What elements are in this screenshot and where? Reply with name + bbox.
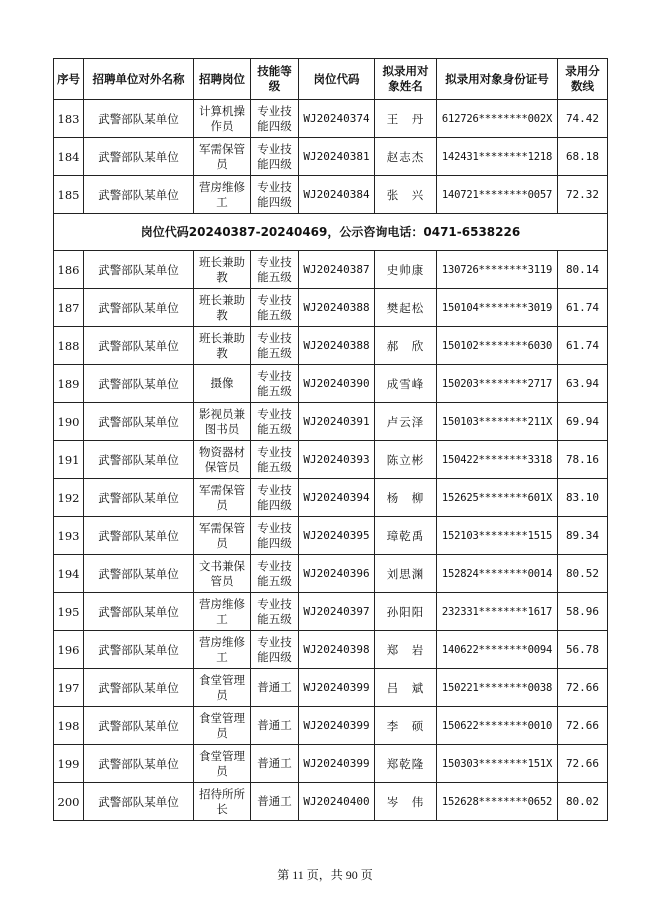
cell-id: 142431********1218 [437,138,558,176]
table-body-bottom [54,251,608,821]
cell-code: WJ20240381 [299,138,375,176]
cell-post: 食堂管理员 [194,707,251,745]
cell-seq: 191 [54,441,84,479]
cell-code: WJ20240398 [299,631,375,669]
cell-seq: 199 [54,745,84,783]
table-row [54,707,608,745]
cell-name: 李 硕 [375,707,437,745]
cell-id: 152628********0652 [437,783,558,821]
cell-level: 普通工 [251,745,299,783]
cell-post: 物资器材保管员 [194,441,251,479]
table-row [54,593,608,631]
cell-seq: 186 [54,251,84,289]
cell-unit: 武警部队某单位 [84,745,194,783]
cell-unit: 武警部队某单位 [84,138,194,176]
cell-code: WJ20240396 [299,555,375,593]
table-row [54,327,608,365]
cell-unit: 武警部队某单位 [84,365,194,403]
cell-score: 58.96 [558,593,608,631]
cell-score: 80.52 [558,555,608,593]
cell-id: 152625********601X [437,479,558,517]
cell-code: WJ20240399 [299,669,375,707]
cell-unit: 武警部队某单位 [84,327,194,365]
cell-score: 63.94 [558,365,608,403]
cell-code: WJ20240399 [299,745,375,783]
cell-score: 72.66 [558,745,608,783]
cell-score: 72.66 [558,669,608,707]
table-row [54,441,608,479]
header-unit: 招聘单位对外名称 [84,59,194,100]
cell-name: 璋乾禹 [375,517,437,555]
cell-level: 普通工 [251,707,299,745]
cell-seq: 183 [54,100,84,138]
table-row [54,555,608,593]
cell-unit: 武警部队某单位 [84,707,194,745]
cell-unit: 武警部队某单位 [84,100,194,138]
table-row [54,669,608,707]
cell-score: 83.10 [558,479,608,517]
cell-seq: 190 [54,403,84,441]
header-id: 拟录用对象身份证号 [437,59,558,100]
cell-score: 89.34 [558,517,608,555]
cell-level: 专业技能五级 [251,403,299,441]
table-row [54,251,608,289]
cell-id: 140721********0057 [437,176,558,214]
cell-id: 150203********2717 [437,365,558,403]
cell-unit: 武警部队某单位 [84,251,194,289]
cell-id: 150102********6030 [437,327,558,365]
cell-seq: 189 [54,365,84,403]
cell-unit: 武警部队某单位 [84,555,194,593]
recruitment-table [53,58,608,821]
cell-seq: 195 [54,593,84,631]
cell-level: 专业技能五级 [251,365,299,403]
cell-level: 专业技能四级 [251,138,299,176]
cell-post: 食堂管理员 [194,669,251,707]
cell-unit: 武警部队某单位 [84,176,194,214]
cell-name: 樊起松 [375,289,437,327]
cell-unit: 武警部队某单位 [84,479,194,517]
cell-level: 专业技能四级 [251,479,299,517]
cell-level: 专业技能四级 [251,176,299,214]
cell-post: 营房维修工 [194,593,251,631]
cell-score: 72.32 [558,176,608,214]
table-row [54,289,608,327]
cell-code: WJ20240374 [299,100,375,138]
cell-id: 140622********0094 [437,631,558,669]
cell-name: 张 兴 [375,176,437,214]
header-code: 岗位代码 [299,59,375,100]
cell-post: 班长兼助教 [194,327,251,365]
section-note: 岗位代码20240387-20240469，公示咨询电话：0471-6538226 [54,214,608,251]
cell-level: 专业技能四级 [251,517,299,555]
cell-code: WJ20240394 [299,479,375,517]
cell-seq: 192 [54,479,84,517]
cell-level: 专业技能四级 [251,100,299,138]
header-score: 录用分数线 [558,59,608,100]
table-row [54,176,608,214]
cell-seq: 198 [54,707,84,745]
cell-id: 152824********0014 [437,555,558,593]
cell-code: WJ20240399 [299,707,375,745]
cell-post: 招待所所长 [194,783,251,821]
table-row [54,100,608,138]
cell-post: 班长兼助教 [194,251,251,289]
cell-post: 营房维修工 [194,631,251,669]
cell-post: 文书兼保管员 [194,555,251,593]
page-footer: 第 11 页，共 90 页 [277,868,373,882]
cell-level: 专业技能五级 [251,593,299,631]
cell-level: 普通工 [251,669,299,707]
table-row [54,745,608,783]
table-header-row [54,59,608,100]
cell-code: WJ20240397 [299,593,375,631]
table-row [54,631,608,669]
cell-level: 普通工 [251,783,299,821]
cell-id: 152103********1515 [437,517,558,555]
cell-id: 150622********0010 [437,707,558,745]
cell-score: 80.14 [558,251,608,289]
cell-unit: 武警部队某单位 [84,441,194,479]
cell-code: WJ20240391 [299,403,375,441]
header-name: 拟录用对象姓名 [375,59,437,100]
cell-level: 专业技能五级 [251,555,299,593]
cell-id: 150422********3318 [437,441,558,479]
cell-level: 专业技能五级 [251,441,299,479]
cell-code: WJ20240395 [299,517,375,555]
cell-score: 80.02 [558,783,608,821]
cell-seq: 194 [54,555,84,593]
table-row [54,138,608,176]
cell-seq: 193 [54,517,84,555]
cell-post: 营房维修工 [194,176,251,214]
cell-id: 130726********3119 [437,251,558,289]
cell-level: 专业技能五级 [251,289,299,327]
cell-code: WJ20240388 [299,289,375,327]
table-row [54,783,608,821]
cell-name: 吕 斌 [375,669,437,707]
cell-level: 专业技能五级 [251,327,299,365]
cell-seq: 200 [54,783,84,821]
cell-seq: 184 [54,138,84,176]
cell-unit: 武警部队某单位 [84,669,194,707]
header-post: 招聘岗位 [194,59,251,100]
cell-code: WJ20240388 [299,327,375,365]
cell-id: 150103********211X [437,403,558,441]
cell-post: 军需保管员 [194,138,251,176]
cell-post: 军需保管员 [194,517,251,555]
cell-seq: 196 [54,631,84,669]
cell-unit: 武警部队某单位 [84,403,194,441]
table-row [54,479,608,517]
cell-seq: 185 [54,176,84,214]
cell-id: 612726********002X [437,100,558,138]
cell-name: 刘思渊 [375,555,437,593]
cell-score: 72.66 [558,707,608,745]
cell-score: 61.74 [558,289,608,327]
cell-post: 班长兼助教 [194,289,251,327]
cell-post: 影视员兼图书员 [194,403,251,441]
cell-level: 专业技能五级 [251,251,299,289]
cell-score: 69.94 [558,403,608,441]
cell-score: 78.16 [558,441,608,479]
cell-id: 150303********151X [437,745,558,783]
cell-name: 王 丹 [375,100,437,138]
cell-score: 68.18 [558,138,608,176]
cell-post: 食堂管理员 [194,745,251,783]
cell-post: 计算机操作员 [194,100,251,138]
cell-code: WJ20240390 [299,365,375,403]
cell-code: WJ20240387 [299,251,375,289]
cell-unit: 武警部队某单位 [84,783,194,821]
cell-seq: 187 [54,289,84,327]
cell-score: 74.42 [558,100,608,138]
cell-code: WJ20240393 [299,441,375,479]
cell-name: 卢云泽 [375,403,437,441]
cell-name: 孙阳阳 [375,593,437,631]
cell-name: 郑 岩 [375,631,437,669]
cell-post: 摄像 [194,365,251,403]
cell-name: 郝 欣 [375,327,437,365]
cell-id: 150221********0038 [437,669,558,707]
cell-score: 56.78 [558,631,608,669]
cell-name: 陈立彬 [375,441,437,479]
cell-seq: 197 [54,669,84,707]
cell-name: 成雪峰 [375,365,437,403]
table-row [54,365,608,403]
cell-unit: 武警部队某单位 [84,517,194,555]
table-body-top [54,100,608,214]
table-row [54,517,608,555]
section-note-row [54,214,608,251]
cell-id: 150104********3019 [437,289,558,327]
cell-name: 赵志杰 [375,138,437,176]
cell-unit: 武警部队某单位 [84,631,194,669]
cell-score: 61.74 [558,327,608,365]
cell-id: 232331********1617 [437,593,558,631]
cell-name: 史帅康 [375,251,437,289]
header-seq: 序号 [54,59,84,100]
cell-unit: 武警部队某单位 [84,593,194,631]
header-level: 技能等级 [251,59,299,100]
table-row [54,403,608,441]
cell-level: 专业技能四级 [251,631,299,669]
cell-seq: 188 [54,327,84,365]
cell-code: WJ20240400 [299,783,375,821]
cell-post: 军需保管员 [194,479,251,517]
cell-code: WJ20240384 [299,176,375,214]
cell-name: 郑乾隆 [375,745,437,783]
cell-name: 杨 柳 [375,479,437,517]
cell-unit: 武警部队某单位 [84,289,194,327]
cell-name: 岑 伟 [375,783,437,821]
